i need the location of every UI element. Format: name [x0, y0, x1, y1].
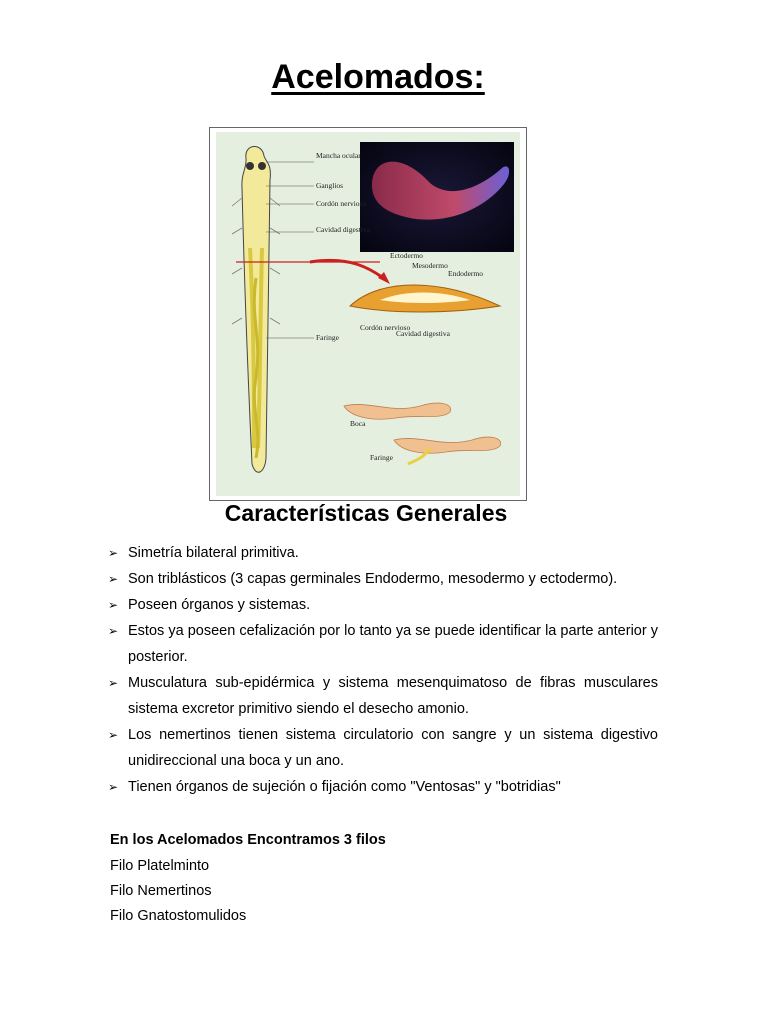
- arrowhead-bullet-icon: ➢: [108, 728, 119, 742]
- list-item: ➢ Estos ya poseen cefalización por lo tanto ya se puede identificar la parte anterior y posterior.: [108, 618, 658, 670]
- arrowhead-bullet-icon: ➢: [108, 598, 119, 612]
- filo-item: Filo Platelminto: [110, 858, 210, 874]
- characteristics-list: [108, 540, 658, 800]
- label-faringe-small: Faringe: [370, 453, 393, 462]
- filos-section: [110, 830, 386, 929]
- filos-heading: En los Acelomados Encontramos 3 filos: [110, 832, 386, 848]
- arrowhead-bullet-icon: ➢: [108, 546, 119, 560]
- list-item: ➢ Simetría bilateral primitiva.: [108, 540, 658, 566]
- arrowhead-bullet-icon: ➢: [108, 780, 119, 794]
- eyespot-right: [258, 162, 266, 170]
- label-cordon-nervioso: Cordón nervioso: [316, 199, 367, 208]
- label-mesodermo: Mesodermo: [412, 261, 448, 270]
- list-item: ➢ Tienen órganos de sujeción o fijación como "Ventosas" y "botridias": [108, 774, 658, 800]
- section-subtitle: Características Generales: [224, 500, 508, 526]
- page-title: Acelomados:: [271, 58, 485, 96]
- label-ganglios: Ganglios: [316, 181, 344, 190]
- list-item: ➢ Los nemertinos tienen sistema circulatorio con sangre y un sistema digestivo unidireccional una boca y un ano.: [108, 722, 658, 774]
- planaria-illustration: [209, 127, 527, 501]
- arrowhead-bullet-icon: ➢: [108, 676, 119, 690]
- filo-item: Filo Gnatostomulidos: [110, 908, 247, 924]
- label-endodermo: Endodermo: [448, 269, 483, 278]
- label-cordon-nervioso-cross: Cordón nervioso: [360, 323, 411, 332]
- label-cavidad-digestiva-cross: Cavidad digestiva: [396, 329, 450, 338]
- arrowhead-bullet-icon: ➢: [108, 624, 119, 638]
- eyespot-left: [246, 162, 254, 170]
- arrowhead-bullet-icon: ➢: [108, 572, 119, 586]
- filo-item: Filo Nemertinos: [110, 883, 212, 899]
- list-item: ➢ Poseen órganos y sistemas.: [108, 592, 658, 618]
- label-faringe: Faringe: [316, 333, 339, 342]
- label-mancha-ocular: Mancha ocular: [316, 151, 361, 160]
- label-ectodermo: Ectodermo: [390, 251, 423, 260]
- label-cavidad-digestiva: Cavidad digestiva: [316, 225, 370, 234]
- list-item: ➢ Son triblásticos (3 capas germinales Endodermo, mesodermo y ectodermo).: [108, 566, 658, 592]
- list-item: ➢ Musculatura sub-epidérmica y sistema mesenquimatoso de fibras musculares sistema excretor primitivo siendo el desecho amonio.: [108, 670, 658, 722]
- label-boca: Boca: [350, 419, 366, 428]
